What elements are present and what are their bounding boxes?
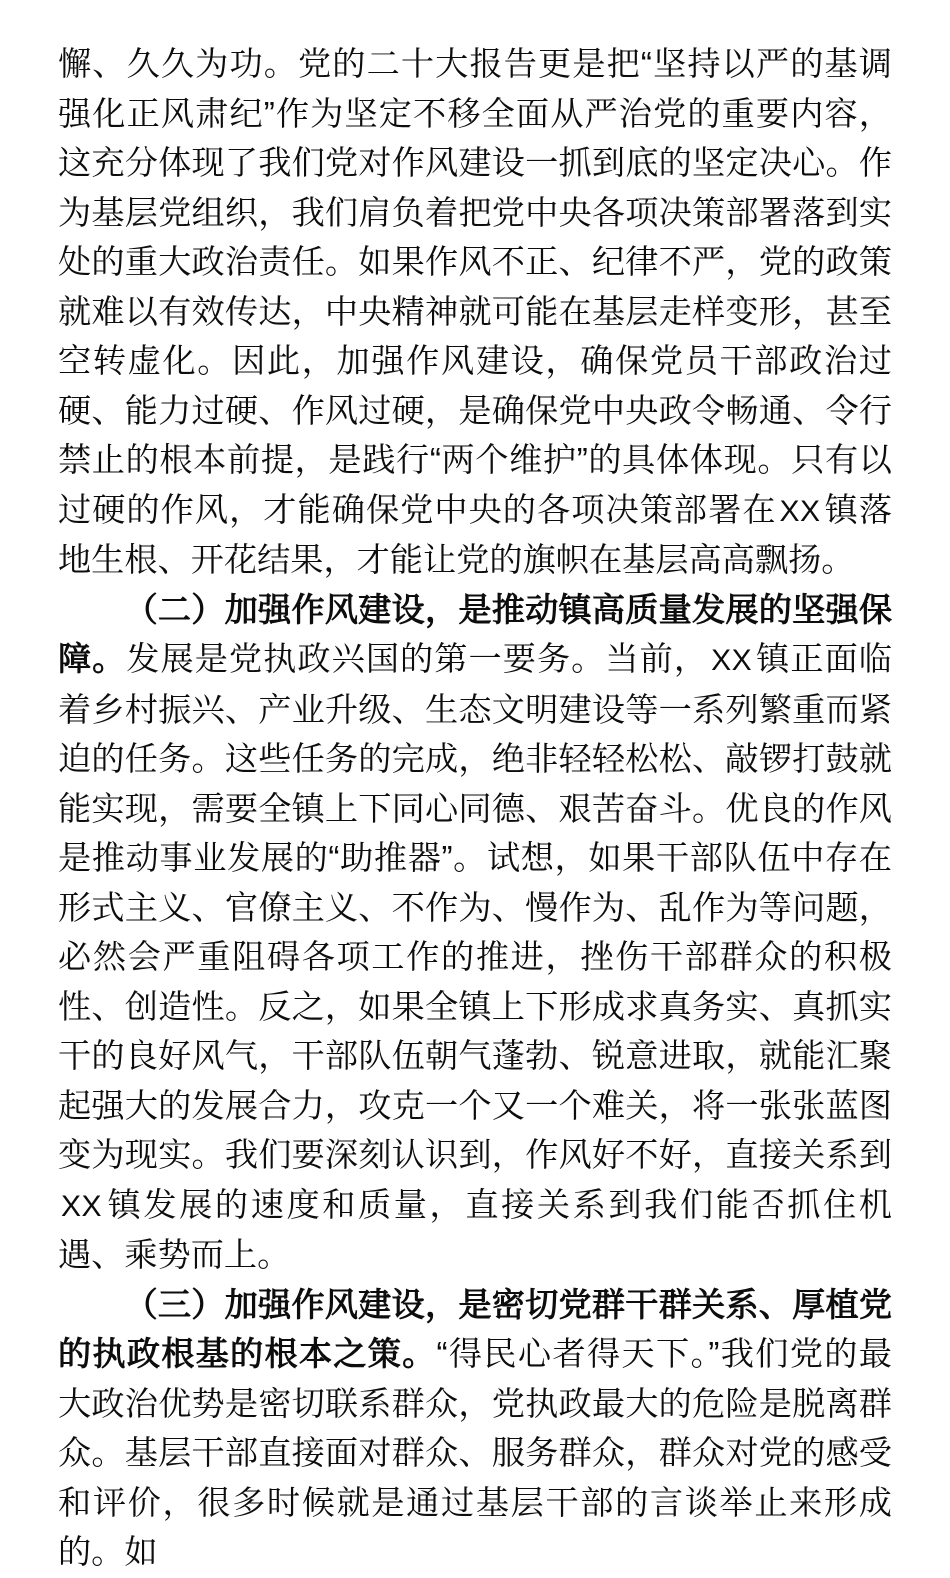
paragraph-continued-tail-text: 镇落地生根、开花结果，才能让党的旗帜在基层高高飘扬。 — [58, 491, 893, 579]
section-two-body-part-2: 镇正面临着乡村振兴、产业升级、生态文明建设等一系列繁重而紧迫的任务。这些任务的完成，绝非轻轻松松、敲锣打鼓就能实现，需要全镇上下同心同德、艰苦奋斗。优良的作风是推动事业发展的“助推器”。试想，如果干部队伍中存在形式主义、官僚主义、不作为、慢作为、乱作为等问题，必然会严重阻碍各项工作的推进，挫伤干部群众的积极性、创造性。反之，如果全镇上下形成求真务实、真抓实干的良好风气，干部队伍朝气蓬勃、锐意进取，就能汇聚起强大的发展合力，攻克一个又一个难关，将一张张蓝图变为现实。我们要深刻认识到，作风好不好，直接关系到 — [58, 641, 892, 1174]
section-three-body: “得民心者得天下。”我们党的最大政治优势是密切联系群众，党执政最大的危险是脱离群众。基层干部直接面对群众、服务群众，群众对党的感受和评价，很多时候就是通过基层干部的言谈举止来形成的。如 — [58, 1336, 892, 1571]
section-three-heading: （三）加强作风建设，是密切党群干群关系、厚植党的执政根基的根本之策。 — [58, 1286, 892, 1373]
placeholder-token-xx: XX — [711, 644, 753, 677]
section-two-heading: （二）加强作风建设，是推动镇高质量发展的坚强保障。 — [58, 591, 892, 678]
section-two-body-part-3: 镇发展的速度和质量，直接关系到我们能否抓住机遇、乘势而上。 — [58, 1186, 892, 1274]
paragraph-continued-text: 懈、久久为功。党的二十大报告更是把“坚持以严的基调强化正风肃纪”作为坚定不移全面从严治党的重要内容，这充分体现了我们党对作风建设一抓到底的坚定决心。作为基层党组织，我们肩负着把党中央各项决策部署落到实处的重大政治责任。如果作风不正、纪律不严，党的政策就难以有效传达，中央精神就可能在基层走样变形，甚至空转虚化。因此，加强作风建设，确保党员干部政治过硬、能力过硬、作风过硬，是确保党中央政令畅通、令行禁止的根本前提，是践行“两个维护”的具体体现。只有以过硬的作风，才能确保党中央的各项决策部署在 — [58, 46, 892, 529]
placeholder-token-xx: XX — [61, 1189, 103, 1223]
paragraph-section-two — [58, 586, 892, 1281]
placeholder-token-xx: XX — [779, 494, 821, 528]
section-two-body-part-1: 发展是党执政兴国的第一要务。当前， — [126, 641, 709, 678]
paragraph-continued — [58, 40, 892, 586]
paragraph-section-three — [58, 1281, 892, 1578]
document-body — [58, 40, 892, 1578]
